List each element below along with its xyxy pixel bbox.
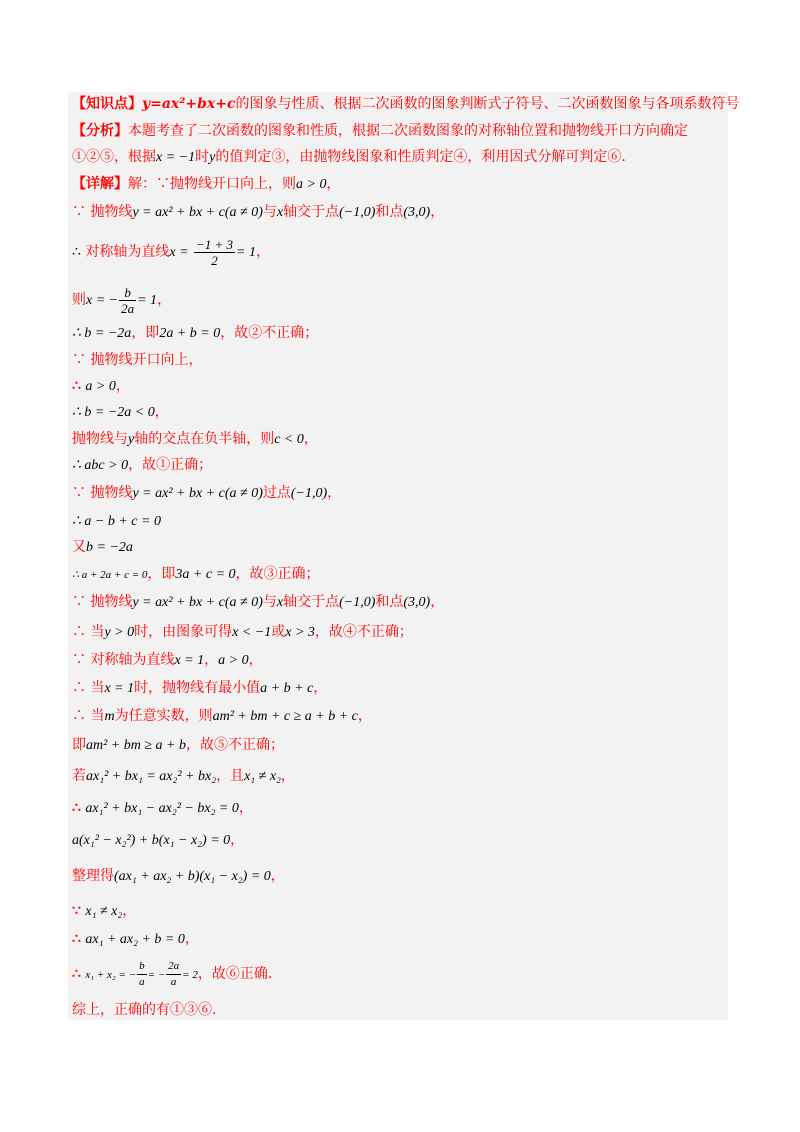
math: x <box>276 205 284 220</box>
text: 对称轴为直线 <box>85 244 170 260</box>
math: x = 1 <box>174 653 205 668</box>
math: am² + bm ≥ a + b <box>86 738 186 753</box>
text: ∴ 当 <box>72 624 105 640</box>
text: 轴交于点 <box>283 594 340 610</box>
text: ，故⑥正确. <box>197 966 273 982</box>
fraction <box>194 237 235 268</box>
step-line <box>72 376 726 397</box>
step-line <box>72 798 726 819</box>
text: ∵ 抛物线开口向上， <box>72 352 203 368</box>
text: 又 <box>72 539 86 555</box>
text: ，且 <box>216 768 245 784</box>
math: x = 1 <box>104 681 135 696</box>
step-line <box>72 323 726 344</box>
math: = 2 <box>182 969 198 981</box>
math: x₁ + x₂ = − <box>85 969 137 981</box>
math: x = <box>169 245 189 260</box>
text: 和点 <box>375 594 404 610</box>
text: 若 <box>72 768 86 784</box>
text: ， <box>184 931 199 947</box>
text: ∵ 抛物线 <box>72 485 133 501</box>
fraction-denominator: a <box>139 975 145 988</box>
knowledge-point-line <box>72 94 740 114</box>
text: ∴ 当 <box>72 708 105 724</box>
text: 轴的交点在负半轴，则 <box>134 431 275 447</box>
step-line <box>72 350 726 370</box>
function-formula: y=ax²+bx+c <box>142 96 236 112</box>
text: 解：∵抛物线开口向上，则 <box>128 176 296 192</box>
step-line <box>72 706 726 727</box>
text: ， <box>270 868 285 884</box>
math: (3,0) <box>403 205 431 220</box>
math: y = ax² + bx + c(a ≠ 0) <box>132 595 263 610</box>
step-line <box>72 429 726 450</box>
step-line <box>72 650 726 671</box>
math: = 1 <box>236 245 256 260</box>
math: x₁ ≠ x₂ <box>244 769 281 784</box>
analysis-tag: 【分析】 <box>72 123 128 139</box>
step-line <box>72 766 726 787</box>
math: y = ax² + bx + c(a ≠ 0) <box>132 205 263 220</box>
step-line <box>72 511 726 532</box>
text: 时 <box>195 149 210 165</box>
text: 与 <box>262 594 277 610</box>
math: = − <box>147 969 166 981</box>
knowledge-point-text: 的图象与性质、根据二次函数的图象判断式子符号、二次函数图象与各项系数符号 <box>235 96 740 112</box>
math: 3a + c = 0 <box>175 567 236 582</box>
step-line <box>72 202 726 223</box>
text: ， <box>115 378 130 394</box>
step-line-sum <box>72 956 726 993</box>
therefore-symbol: ∴ <box>72 378 81 394</box>
step-line <box>72 866 726 887</box>
math: (ax₁ + ax₂ + b)(x₁ − x₂) = 0 <box>114 869 271 884</box>
fraction-numerator: b <box>137 959 147 975</box>
fraction-numerator: −1 + 3 <box>196 236 234 252</box>
fraction-numerator: 2a <box>166 959 181 975</box>
math: ax₁ + ax₂ + b = 0 <box>85 932 185 947</box>
text: ，故①正确； <box>128 457 213 473</box>
math: x = −1 <box>156 150 196 165</box>
text: ， <box>357 708 372 724</box>
math: a > 0 <box>296 177 327 192</box>
math: a(x₁² − x₂²) + b(x₁ − x₂) = 0 <box>72 833 231 848</box>
math: ax₁² + bx₁ − ax₂² − bx₂ = 0 <box>85 801 239 816</box>
math: = 1 <box>137 293 158 308</box>
text: 过点 <box>262 485 291 501</box>
step-line <box>72 678 726 699</box>
fraction-numerator: b <box>119 285 136 301</box>
text: 和点 <box>375 204 404 220</box>
text: ， <box>326 176 341 192</box>
math: (−1,0) <box>339 205 376 220</box>
therefore-symbol: ∴ <box>72 800 81 816</box>
therefore-symbol: ∴ <box>72 931 81 947</box>
math: (−1,0) <box>290 486 328 501</box>
step-line <box>72 564 726 585</box>
text: 整理得 <box>72 868 114 884</box>
math: a + b + c <box>260 681 314 696</box>
math: a > 0 <box>218 653 249 668</box>
math: b = −2a <box>86 540 133 555</box>
text: ， <box>230 832 245 848</box>
step-line-x <box>72 282 726 319</box>
fraction-denominator: 2 <box>211 252 218 268</box>
text: ∵ 抛物线 <box>72 204 133 220</box>
text: ， <box>327 485 342 501</box>
math: a > 0 <box>85 379 116 394</box>
fraction-denominator: 2a <box>121 300 135 316</box>
step-line <box>72 929 726 950</box>
fraction <box>137 959 147 990</box>
math: y <box>128 432 135 447</box>
math: x₁ ≠ x₂ <box>85 904 123 919</box>
fraction <box>166 959 181 990</box>
conclusion-line <box>72 1000 726 1020</box>
therefore-symbol: ∴ <box>72 245 81 260</box>
math: m <box>104 709 115 724</box>
math: c < 0 <box>274 432 304 447</box>
fraction <box>119 285 136 316</box>
analysis-text: 本题考查了二次函数的图象和性质，根据二次函数图象的对称轴位置和抛物线开口方向确定 <box>128 123 688 139</box>
math: (−1,0) <box>339 595 376 610</box>
text: ， <box>248 652 263 668</box>
text: ，故③正确； <box>235 566 320 582</box>
analysis-line <box>72 121 726 141</box>
text: 时，由图象可得 <box>134 624 233 640</box>
text: ， <box>313 680 328 696</box>
math: 2a + b = 0 <box>159 326 221 341</box>
text: ，故⑤不正确； <box>186 737 284 753</box>
step-line <box>72 483 726 504</box>
text: 或 <box>271 624 286 640</box>
text: ，故④不正确； <box>314 624 413 640</box>
math: y = ax² + bx + c(a ≠ 0) <box>132 486 263 501</box>
text: ， <box>238 800 253 816</box>
because-symbol: ∵ <box>72 903 81 919</box>
step-line <box>72 592 726 613</box>
text: 的值判定③，由抛物线图象和性质判定④，利用因式分解可判定⑥. <box>215 149 626 165</box>
analysis-line-2 <box>72 147 726 168</box>
math: x <box>276 595 284 610</box>
step-line <box>72 830 726 851</box>
text: ①②⑤，根据 <box>72 149 156 165</box>
math: x = − <box>86 293 119 308</box>
step-line-axis <box>72 234 726 271</box>
text: ∵ 抛物线 <box>72 594 133 610</box>
knowledge-point-tag: 【知识点】 <box>72 96 142 112</box>
fraction-denominator: a <box>170 975 177 988</box>
text: ∴ 当 <box>72 680 105 696</box>
text: 时，抛物线有最小值 <box>134 680 261 696</box>
text: ， <box>157 292 172 308</box>
step-line <box>72 735 726 756</box>
detail-tag: 【详解】 <box>72 176 128 192</box>
math: y > 0 <box>104 625 135 640</box>
text: 则 <box>72 292 86 308</box>
step-line <box>72 455 726 476</box>
text: 为任意实数，则 <box>114 708 213 724</box>
text: ， <box>256 244 270 260</box>
math: ∴ a + 2a + c = 0 <box>72 569 148 581</box>
therefore-symbol: ∴ <box>72 966 81 982</box>
math: ax₁² + bx₁ = ax₂² + bx₂ <box>86 769 217 784</box>
math: x < −1 <box>232 625 272 640</box>
conclusion-text: 综上，正确的有①③⑥. <box>72 1002 217 1018</box>
math: ∴ abc > 0 <box>72 458 129 473</box>
step-line <box>72 622 726 643</box>
text: ，故②不正确； <box>220 325 319 341</box>
text: ， <box>280 768 295 784</box>
text: ， <box>430 204 445 220</box>
text: ， <box>430 594 445 610</box>
math: y <box>209 150 216 165</box>
math: ∴ b = −2a < 0 <box>72 405 155 420</box>
text: 即 <box>72 737 86 753</box>
text: 轴交于点 <box>283 204 340 220</box>
math: ∴ b = −2a <box>72 326 132 341</box>
step-line <box>72 901 726 922</box>
text: ，即 <box>131 325 160 341</box>
math: x > 3 <box>285 625 315 640</box>
math: ∴ a − b + c = 0 <box>72 514 161 529</box>
text: ， <box>204 652 219 668</box>
step-line <box>72 402 726 423</box>
math: am² + bm + c ≥ a + b + c <box>212 709 358 724</box>
text: 与 <box>262 204 277 220</box>
text: ， <box>154 404 169 420</box>
text: ， <box>122 903 137 919</box>
text: ∵ 对称轴为直线 <box>72 652 175 668</box>
text: ，即 <box>147 566 176 582</box>
text: ， <box>303 431 318 447</box>
detail-line <box>72 174 726 195</box>
text: 抛物线与 <box>72 431 128 447</box>
step-line <box>72 537 726 558</box>
math: (3,0) <box>403 595 431 610</box>
